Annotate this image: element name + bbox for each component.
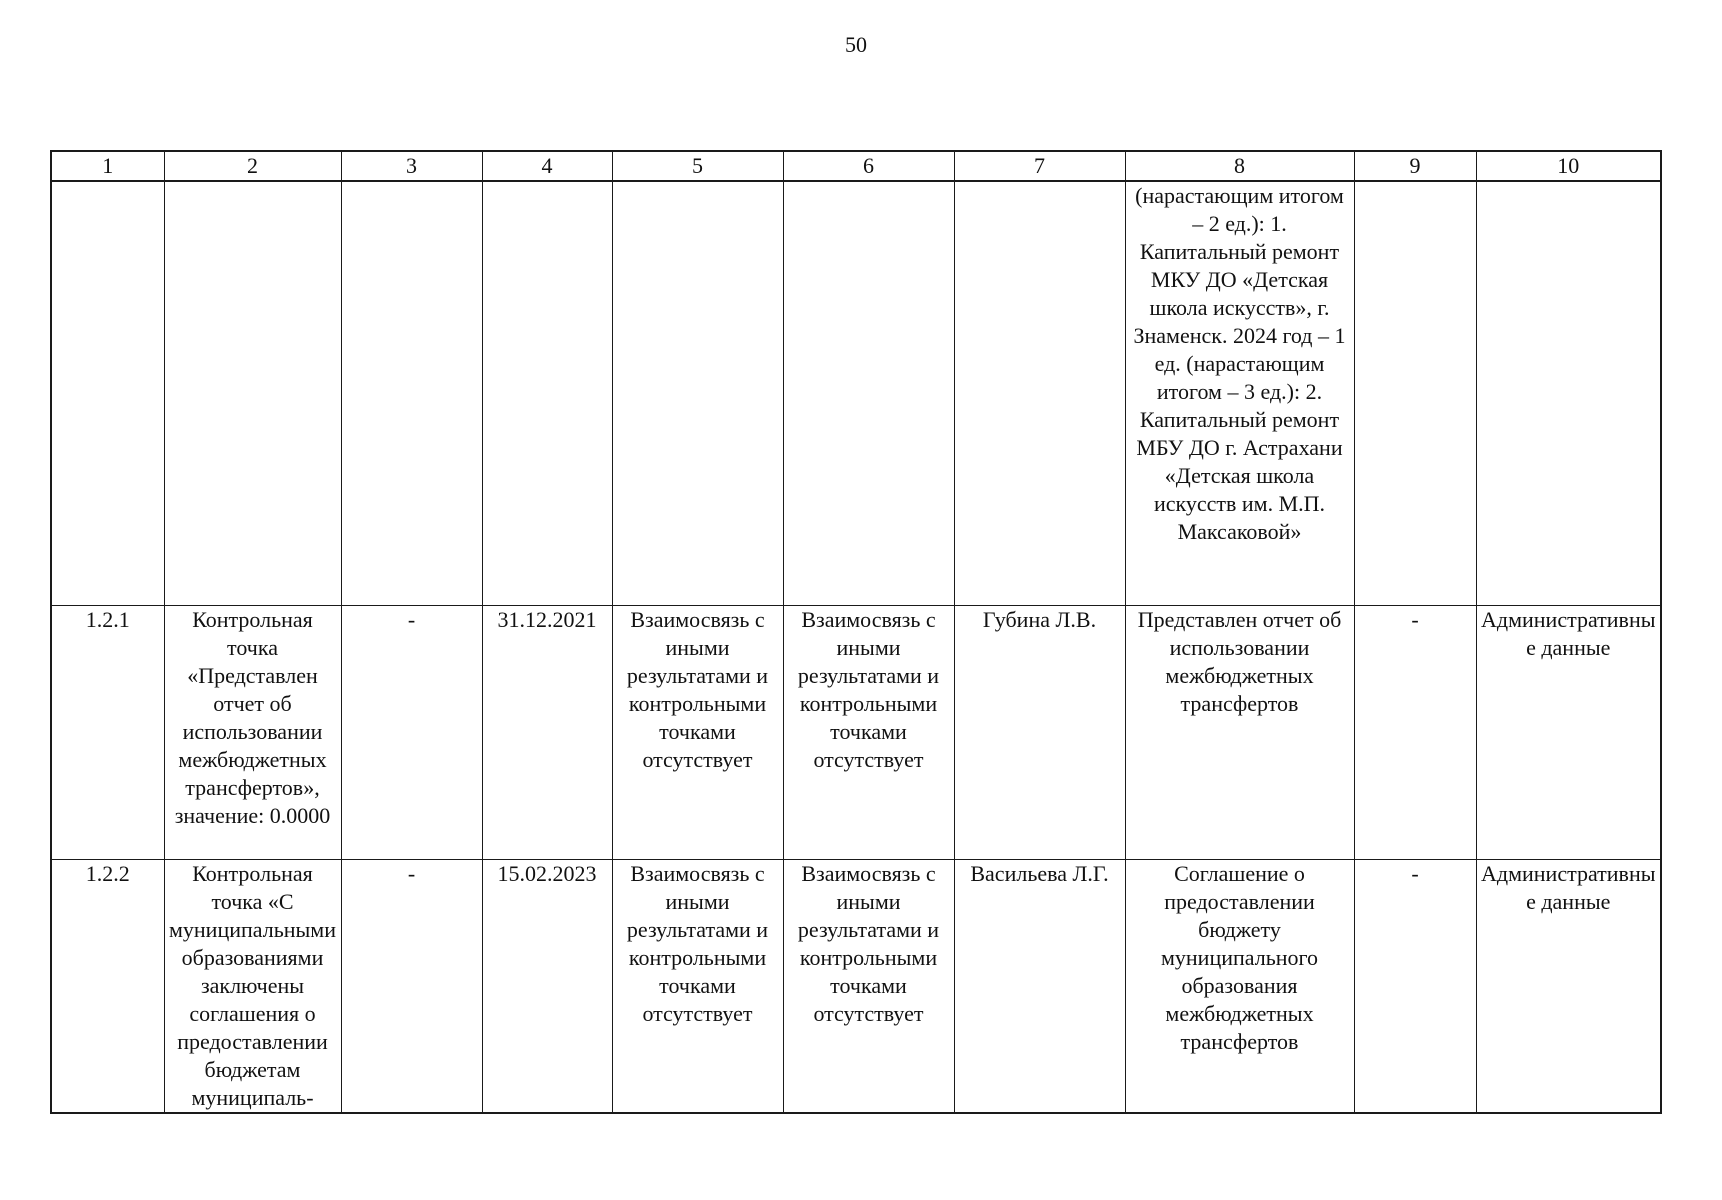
col-header-6: 6 bbox=[783, 151, 954, 181]
cell-empty bbox=[51, 181, 164, 606]
cell-responsible: Васильева Л.Г. bbox=[954, 860, 1125, 1114]
col-header-4: 4 bbox=[482, 151, 612, 181]
col-header-1: 1 bbox=[51, 151, 164, 181]
col-header-10: 10 bbox=[1476, 151, 1661, 181]
table-row-continuation bbox=[51, 181, 1661, 606]
cell-relations-a: Взаимосвязь с иными результатами и контрольными точками отсутствует bbox=[612, 860, 783, 1114]
document-table bbox=[50, 150, 1662, 1114]
cell-empty bbox=[954, 181, 1125, 606]
cell-empty bbox=[341, 181, 482, 606]
col-header-9: 9 bbox=[1354, 151, 1476, 181]
cell-date: 31.12.2021 bbox=[482, 606, 612, 860]
cell-data-source: Административные данные bbox=[1476, 606, 1661, 860]
cell-empty bbox=[783, 181, 954, 606]
col-header-5: 5 bbox=[612, 151, 783, 181]
table-row bbox=[51, 860, 1661, 1114]
cell-col9: - bbox=[1354, 860, 1476, 1114]
cell-empty bbox=[482, 181, 612, 606]
page-number: 50 bbox=[845, 32, 867, 57]
header-row bbox=[51, 151, 1661, 181]
cell-relations-a: Взаимосвязь с иными результатами и контрольными точками отсутствует bbox=[612, 606, 783, 860]
col-header-3: 3 bbox=[341, 151, 482, 181]
cell-result-description: Представлен отчет об использовании межбюджетных трансфертов bbox=[1125, 606, 1354, 860]
table-row bbox=[51, 606, 1661, 860]
col-header-2: 2 bbox=[164, 151, 341, 181]
cell-responsible: Губина Л.В. bbox=[954, 606, 1125, 860]
cell-col3: - bbox=[341, 860, 482, 1114]
cell-col3: - bbox=[341, 606, 482, 860]
cell-empty bbox=[612, 181, 783, 606]
col-header-7: 7 bbox=[954, 151, 1125, 181]
cell-number: 1.2.1 bbox=[51, 606, 164, 860]
cell-result-description: Соглашение о предоставлении бюджету муниципального образования межбюджетных трансфертов bbox=[1125, 860, 1354, 1114]
cell-col9: - bbox=[1354, 606, 1476, 860]
cell-empty bbox=[164, 181, 341, 606]
cell-date: 15.02.2023 bbox=[482, 860, 612, 1114]
col-header-8: 8 bbox=[1125, 151, 1354, 181]
cell-number: 1.2.2 bbox=[51, 860, 164, 1114]
cell-relations-b: Взаимосвязь с иными результатами и контрольными точками отсутствует bbox=[783, 606, 954, 860]
cell-checkpoint-name: Контрольная точка «Представлен отчет об использовании межбюджетных трансфертов», значение: 0.0000 bbox=[164, 606, 341, 860]
cell-data-source: Административные данные bbox=[1476, 860, 1661, 1114]
cell-relations-b: Взаимосвязь с иными результатами и контрольными точками отсутствует bbox=[783, 860, 954, 1114]
cell-checkpoint-name: Контрольная точка «С муниципальными образованиями заключены соглашения о предоставлении бюджетам муниципаль- bbox=[164, 860, 341, 1114]
cell-empty bbox=[1354, 181, 1476, 606]
cell-empty bbox=[1476, 181, 1661, 606]
cell-result-description: (нарастающим итогом – 2 ед.): 1. Капитальный ремонт МКУ ДО «Детская школа искусств», г. Знаменск. 2024 год – 1 ед. (нарастающим итогом – 3 ед.): 2. Капитальный ремонт МБУ ДО г. Астрахани «Детская школа искусств им. М.П. Максаковой» bbox=[1125, 181, 1354, 606]
